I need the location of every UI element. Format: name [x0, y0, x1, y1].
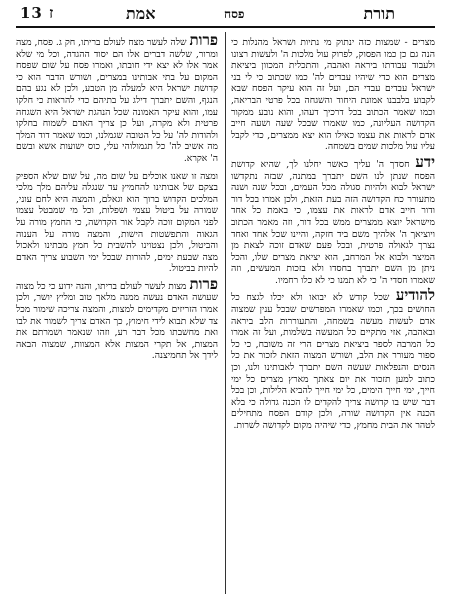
paragraph-lead-word: פרות	[189, 32, 218, 49]
page-number: 13 ז	[20, 4, 55, 22]
paragraph-text: מצרים - שמצות כזה ינתוק מי נתיות ושראל מהנלות כי הנה גם כן כמו הפסוק, לפרוק עול מלכות ה' ולעשות רצונו ולעבוד עבודתו ביראה ואהבה, והתכלית המכוון ביציאת מצרים הוא כדי שיהיו עבדים לה' כמו שכתוב כי לי בני ישראל עבדים עבדי הם, ועל זה הוא עיקר הפסח שבא לקבוע בלבבנו אמונת היחוד והשגחה בכל פרטי הבריאה, וכמו שאמר הכתוב בכל דרכיך דעהו, והוא נובע ממקור הקדושה העליונה, כמו שאמרו שבכל שעה ושעה חייב אדם לראות את עצמו כאילו הוא יצא ממצרים, כדי לקבל עליו עול מלכות שמים בשמחה.	[231, 37, 435, 153]
page-header	[16, 4, 435, 28]
left-column	[16, 32, 218, 594]
paragraph-text: חסדך ה' עליך כאשר יחלנו לך, שהיא קדושת הפסח שנתן לנו השם יתברך במתנה, שבזה נתקדשו ישראל לבוא ולהיות סגולה מכל העמים, ובכל שנה ושנה מתעורר כח הקדושה הזה בעת הזאת, ולכן אמרו בכל דור ודור חייב אדם לראות את עצמו, כי באמת כל אחד מישראל יוצא ממצרים ממש בכל דור, וזה מאמר הכתוב ויוציאך ה' אלהיך משם ביד חזקה, והיינו שכל אחד ואחד נצרך לגאולה פרטית, ובכל פעם שאדם זוכה לצאת מן המיצר ולבוא אל המרחב, הוא יציאת מצרים שלו, והכל ניתן מן השם יתברך בחסדו ולא בזכות המעשים, וזה שאמרו חסדי ה' כי לא תמנו כי לא כלו רחמיו.	[231, 158, 435, 286]
paragraph-text: שכל קודש לא יבואו ולא יכלו לגצח כל החושים בכך, וכמו שאמרו המפרשים שבכל ענין שמצוה אדם לעשות מעשה בשמחה, והתעוררות הלב ביראה ובאהבה, אזי מתקיים כל המעשה בשלמות, ועל זה אמרו כל המרבה לספר ביציאת מצרים הרי זה משובח, כי כל ספור מעורר את הלב, ושורש המצוה הזאת לזכור את כל הנסים והנפלאות שעשה השם יתברך לאבותינו ולנו, וכן כתוב למען תזכור את יום צאתך מארץ מצרים כל ימי חייך, ימי חייך הימים, כל ימי חייך להביא הלילות, וכן בכל דבר שיש בו קדושה צריך להקדים לו הכנה גדולה כי בלא הכנה אין הקדושה שורה, ולכן קודם הפסח מתחילים לטהר את הבית מחמץ, כדי שיהיה מקום לקדושה לשרות.	[231, 292, 435, 431]
running-title-left: אמת	[126, 4, 156, 23]
column-divider	[225, 32, 226, 594]
paragraph	[16, 32, 218, 165]
paragraph-text: מצות לעשר לעולם בריתו, והנה ידוע כי כל מצוה שעושה האדם נעשה ממנה מלאך טוב ומליץ יושר, ולכן אמרו הזריזים מקדימים למצות, והמצה צריכה שימור מכל צד שלא תבוא לידי חימוץ, כך האדם צריך לשמור את לבו ואת מחשבתו מכל דבר רע, וזהו שנאמר ושמרתם את המצות, אל תקרי המצות אלא המצוות, שמצוה הבאה לידך אל תחמיצנה.	[16, 280, 218, 362]
paragraph	[231, 154, 435, 287]
paragraph-lead-word: להודיע	[395, 286, 435, 305]
paragraph-lead-word: פרות	[189, 274, 218, 293]
paragraph	[16, 166, 218, 275]
paragraph	[16, 276, 218, 362]
right-column	[231, 32, 435, 594]
paragraph	[231, 287, 435, 431]
running-title-center: פסח	[224, 7, 245, 21]
running-title-right: תורת	[363, 4, 395, 23]
paragraph-text: ומצה זו שאנו אוכלים על שום מה, על שום שלא הספיק בצקם של אבותינו להחמיץ עד שנגלה עליהם מלך מלכי המלכים הקדוש ברוך הוא וגאלם, והמצה היא לחם עוני, שמורה על ביטול עצמי ושפלות, וכל מי שמבטל עצמו לפני המקום זוכה לקבל אור הקדושה, כי החמץ מורה על הגאוה והתפשטות הישות, והמצה מורה על הענוה והביטול, ולכן נצטוינו להשבית כל חמץ מבתינו ולאכול מצה שבעת ימים, להורות שבכל ימי השבוע צריך האדם להיות בביטול.	[16, 170, 218, 275]
paragraph	[231, 32, 435, 153]
paragraph-text: שלה לעשר מצח לעולם בריתו, חק ג. פסח, מצה ומרור, שלשה דברים אלו הם יסוד ההגדה, וכל מי שלא אמר אלו לא יצא ידי חובתו, ואמרו פסח על שום שפסח המקום על בתי אבותינו במצרים, ושורש הדבר הוא כי קדושת ישראל היא למעלה מן הטבע, ולכן לא נגע בהם הנגף, והשם יתברך דילג על בתיהם כדי להראות כי חלקו עמו, והוא עיקר האמונה שכל הנהגת ישראל היא השגחה פרטית ולא מקרה, ועל כן צריך האדם לשמוח בחלקו ולהודות לה' על כל הטובה שגמלנו, וכמו שאמר דוד המלך מה אשיב לה' כל תגמולוהי עלי, כוס ישועות אשא ובשם ה' אקרא.	[16, 37, 218, 164]
paragraph-lead-word: ידע	[415, 152, 435, 171]
